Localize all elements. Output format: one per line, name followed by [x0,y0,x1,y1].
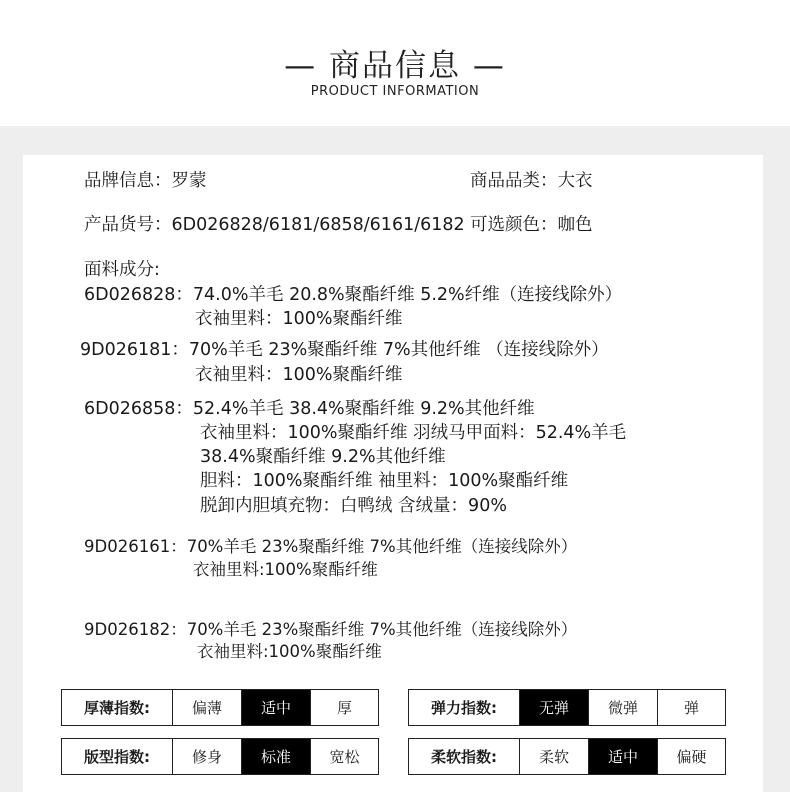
elasticity-index [408,689,726,726]
elasticity-option-slight: 微弹 [588,690,657,725]
fabric-6d026858-line5: 脱卸内胆填充物：白鸭绒 含绒量：90% [200,496,507,516]
elasticity-option-none: 无弹 [519,690,588,725]
thickness-option-thin: 偏薄 [172,690,241,725]
brand-info: 品牌信息：罗蒙 [84,171,207,191]
category-info: 商品品类：大衣 [470,171,593,191]
thickness-option-medium: 适中 [241,690,310,725]
header [0,0,790,126]
fabric-9d026182-line1: 9D026182：70%羊毛 23%聚酯纤维 7%其他纤维（连接线除外） [84,620,578,639]
thickness-index [61,689,379,726]
softness-option-hard: 偏硬 [657,739,725,774]
fabric-6d026858-line3: 38.4%聚酯纤维 9.2%其他纤维 [200,447,446,467]
page-subtitle: PRODUCT INFORMATION [310,84,480,99]
fit-label: 版型指数: [84,748,150,766]
fabric-9d026181-line2: 衣袖里料：100%聚酯纤维 [195,365,403,385]
fit-option-slim: 修身 [172,739,241,774]
thickness-option-thick: 厚 [310,690,378,725]
fabric-heading: 面料成分: [84,260,160,280]
fabric-6d026858-line1: 6D026858：52.4%羊毛 38.4%聚酯纤维 9.2%其他纤维 [84,399,535,419]
softness-option-soft: 柔软 [519,739,588,774]
fabric-6d026828-line1: 6D026828：74.0%羊毛 20.8%聚酯纤维 5.2%纤维（连接线除外） [84,285,623,305]
elasticity-label: 弹力指数: [431,699,497,717]
fabric-9d026182-line2: 衣袖里料:100%聚酯纤维 [197,642,382,661]
fit-option-standard: 标准 [241,739,310,774]
fabric-9d026181-line1: 9D026181：70%羊毛 23%聚酯纤维 7%其他纤维 （连接线除外） [80,340,609,360]
fabric-9d026161-line1: 9D026161：70%羊毛 23%聚酯纤维 7%其他纤维（连接线除外） [84,537,578,556]
fabric-6d026858-line4: 胆料：100%聚酯纤维 袖里料：100%聚酯纤维 [200,471,569,491]
softness-option-medium: 适中 [588,739,657,774]
fit-index [61,738,379,775]
fabric-6d026858-line2: 衣袖里料：100%聚酯纤维 羽绒马甲面料：52.4%羊毛 [200,423,627,443]
color-info: 可选颜色：咖色 [470,215,593,235]
fabric-6d026828-line2: 衣袖里料：100%聚酯纤维 [195,309,403,329]
softness-index [408,738,726,775]
fit-option-loose: 宽松 [310,739,378,774]
softness-label: 柔软指数: [431,748,497,766]
elasticity-option-elastic: 弹 [657,690,725,725]
thickness-label: 厚薄指数: [84,699,150,717]
sku-info: 产品货号：6D026828/6181/6858/6161/6182 [84,215,465,235]
fabric-9d026161-line2: 衣袖里料:100%聚酯纤维 [193,560,378,579]
page-title: — 商品信息 — [284,48,506,84]
